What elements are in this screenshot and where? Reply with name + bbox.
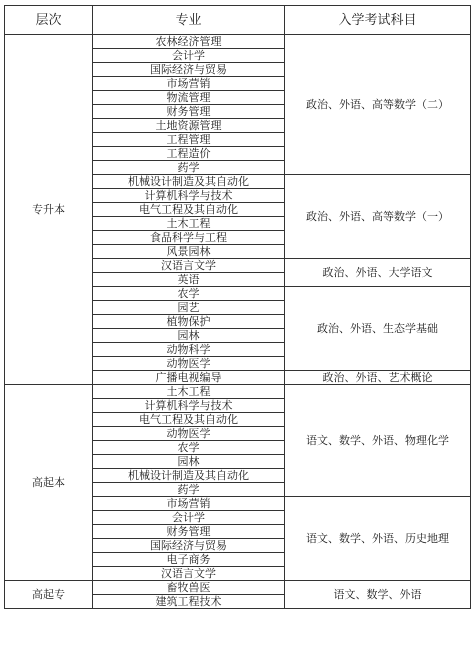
major-cell: 物流管理 [93, 91, 285, 105]
major-cell: 农林经济管理 [93, 35, 285, 49]
table-row [5, 581, 471, 595]
level-cell: 高起本 [5, 385, 93, 581]
major-cell: 土木工程 [93, 385, 285, 399]
major-cell: 财务管理 [93, 105, 285, 119]
major-cell: 电气工程及其自动化 [93, 203, 285, 217]
major-cell: 电子商务 [93, 553, 285, 567]
major-cell: 动物科学 [93, 343, 285, 357]
major-cell: 动物医学 [93, 427, 285, 441]
major-cell: 园林 [93, 329, 285, 343]
major-cell: 会计学 [93, 511, 285, 525]
major-cell: 建筑工程技术 [93, 595, 285, 609]
major-cell: 风景园林 [93, 245, 285, 259]
exam-subjects-table [4, 5, 471, 609]
major-cell: 土木工程 [93, 217, 285, 231]
major-cell: 机械设计制造及其自动化 [93, 469, 285, 483]
major-cell: 农学 [93, 287, 285, 301]
header-subjects: 入学考试科目 [285, 6, 471, 35]
subjects-cell: 政治、外语、高等数学（二） [285, 35, 471, 175]
table-row [5, 35, 471, 49]
major-cell: 动物医学 [93, 357, 285, 371]
major-cell: 农学 [93, 441, 285, 455]
major-cell: 国际经济与贸易 [93, 63, 285, 77]
subjects-cell: 政治、外语、生态学基础 [285, 287, 471, 371]
major-cell: 药学 [93, 483, 285, 497]
major-cell: 药学 [93, 161, 285, 175]
major-cell: 汉语言文学 [93, 567, 285, 581]
major-cell: 市场营销 [93, 77, 285, 91]
subjects-cell: 政治、外语、高等数学（一） [285, 175, 471, 259]
major-cell: 计算机科学与技术 [93, 399, 285, 413]
table-body [5, 35, 471, 609]
level-cell: 专升本 [5, 35, 93, 385]
major-cell: 英语 [93, 273, 285, 287]
header-level: 层次 [5, 6, 93, 35]
major-cell: 食品科学与工程 [93, 231, 285, 245]
major-cell: 工程管理 [93, 133, 285, 147]
major-cell: 植物保护 [93, 315, 285, 329]
table-row [5, 385, 471, 399]
level-cell: 高起专 [5, 581, 93, 609]
major-cell: 市场营销 [93, 497, 285, 511]
subjects-cell: 政治、外语、艺术概论 [285, 371, 471, 385]
major-cell: 机械设计制造及其自动化 [93, 175, 285, 189]
subjects-cell: 语文、数学、外语 [285, 581, 471, 609]
major-cell: 畜牧兽医 [93, 581, 285, 595]
major-cell: 汉语言文学 [93, 259, 285, 273]
major-cell: 园林 [93, 455, 285, 469]
major-cell: 国际经济与贸易 [93, 539, 285, 553]
major-cell: 计算机科学与技术 [93, 189, 285, 203]
major-cell: 土地资源管理 [93, 119, 285, 133]
subjects-cell: 语文、数学、外语、历史地理 [285, 497, 471, 581]
major-cell: 会计学 [93, 49, 285, 63]
major-cell: 广播电视编导 [93, 371, 285, 385]
header-major: 专业 [93, 6, 285, 35]
major-cell: 电气工程及其自动化 [93, 413, 285, 427]
header-row [5, 6, 471, 35]
subjects-cell: 政治、外语、大学语文 [285, 259, 471, 287]
subjects-cell: 语文、数学、外语、物理化学 [285, 385, 471, 497]
major-cell: 工程造价 [93, 147, 285, 161]
major-cell: 财务管理 [93, 525, 285, 539]
major-cell: 园艺 [93, 301, 285, 315]
